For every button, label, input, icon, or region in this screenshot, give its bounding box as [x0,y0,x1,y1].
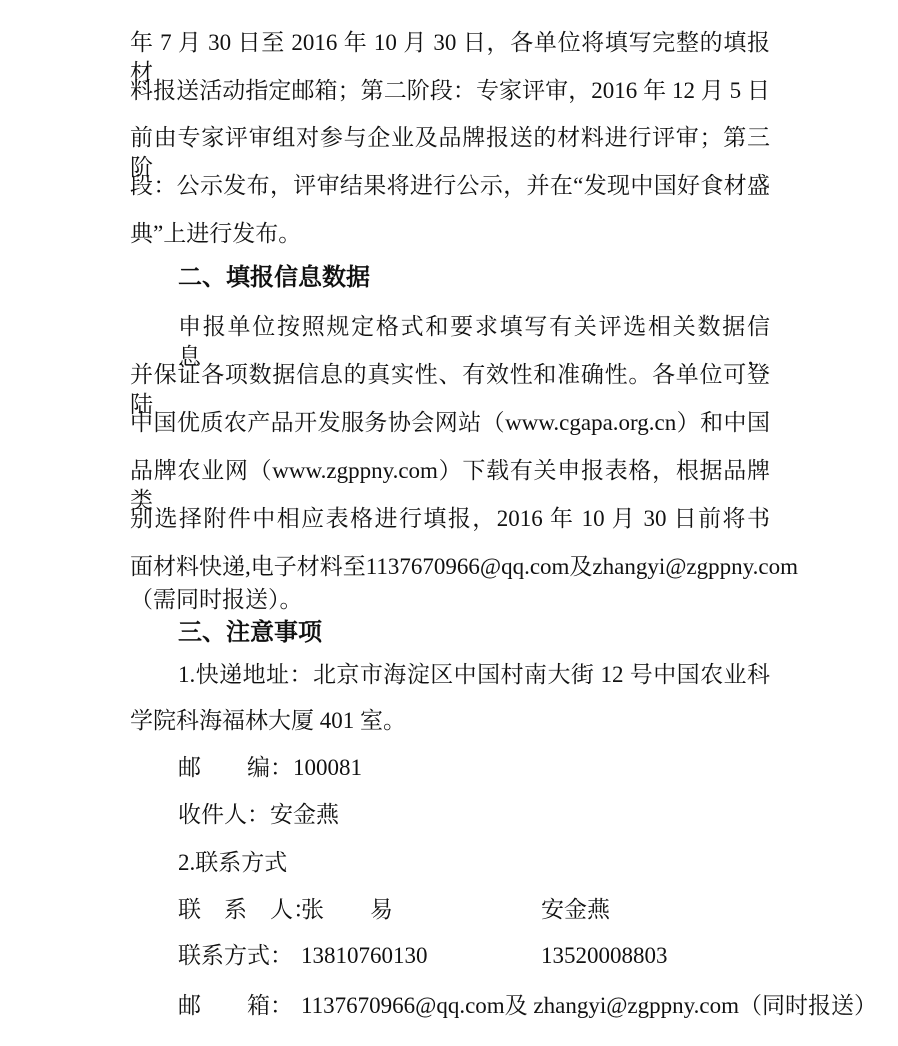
mailing-address-line: 1.快递地址：北京市海淀区中国村南大街 12 号中国农业科 [178,662,770,687]
contact-phone-number-2: 13520008803 [541,943,668,968]
body-line: 前由专家评审组对参与企业及品牌报送的材料进行评审；第三阶 [130,125,770,180]
contact-email-label: 邮 箱： [178,993,293,1018]
body-line: （需同时报送）。 [130,587,303,612]
body-line-email-addresses: 面材料快递,电子材料至1137670966@qq.com及zhangyi@zgppny.com [130,554,798,579]
body-line: 别选择附件中相应表格进行填报，2016 年 10 月 30 日前将书 [130,506,770,531]
postal-code-line: 邮 编：100081 [178,755,362,780]
body-line-website-cgapa: 中国优质农产品开发服务协会网站（www.cgapa.org.cn）和中国 [130,410,770,435]
body-line-website-zgppny: 品牌农业网（www.zgppny.com）下载有关申报表格，根据品牌类 [130,458,770,513]
body-line: 并保证各项数据信息的真实性、有效性和准确性。各单位可登陆 [130,362,770,417]
recipient-line: 收件人：安金燕 [178,802,339,827]
contact-method-heading-line: 2.联系方式 [178,850,288,875]
contact-email-row [130,991,898,1021]
contact-person-label: 联 系 人： [178,897,316,922]
body-line: 段：公示发布，评审结果将进行公示，并在“发现中国好食材盛 [130,173,770,198]
contact-phone-number-1: 13810760130 [301,943,428,968]
mailing-address-line-2: 学院科海福林大厦 401 室。 [130,708,406,733]
contact-phone-label: 联系方式： [178,943,293,968]
section-heading-notes: 三、注意事项 [178,619,322,646]
section-heading-fill-info: 二、填报信息数据 [178,264,370,291]
body-line: 典”上进行发布。 [130,221,302,246]
contact-phone-row [130,941,898,971]
body-line: 料报送活动指定邮箱；第二阶段：专家评审，2016 年 12 月 5 日 [130,78,770,103]
body-line: 年 7 月 30 日至 2016 年 10 月 30 日，各单位将填写完整的填报材 [130,30,770,85]
body-line: 申报单位按照规定格式和要求填写有关评选相关数据信息， [178,314,770,369]
contact-person-row [130,895,898,925]
contact-person-name-2: 安金燕 [541,897,610,922]
contact-email-value: 1137670966@qq.com及 zhangyi@zgppny.com（同时报送） [301,993,877,1018]
contact-person-name-1: 张 易 [301,897,393,922]
